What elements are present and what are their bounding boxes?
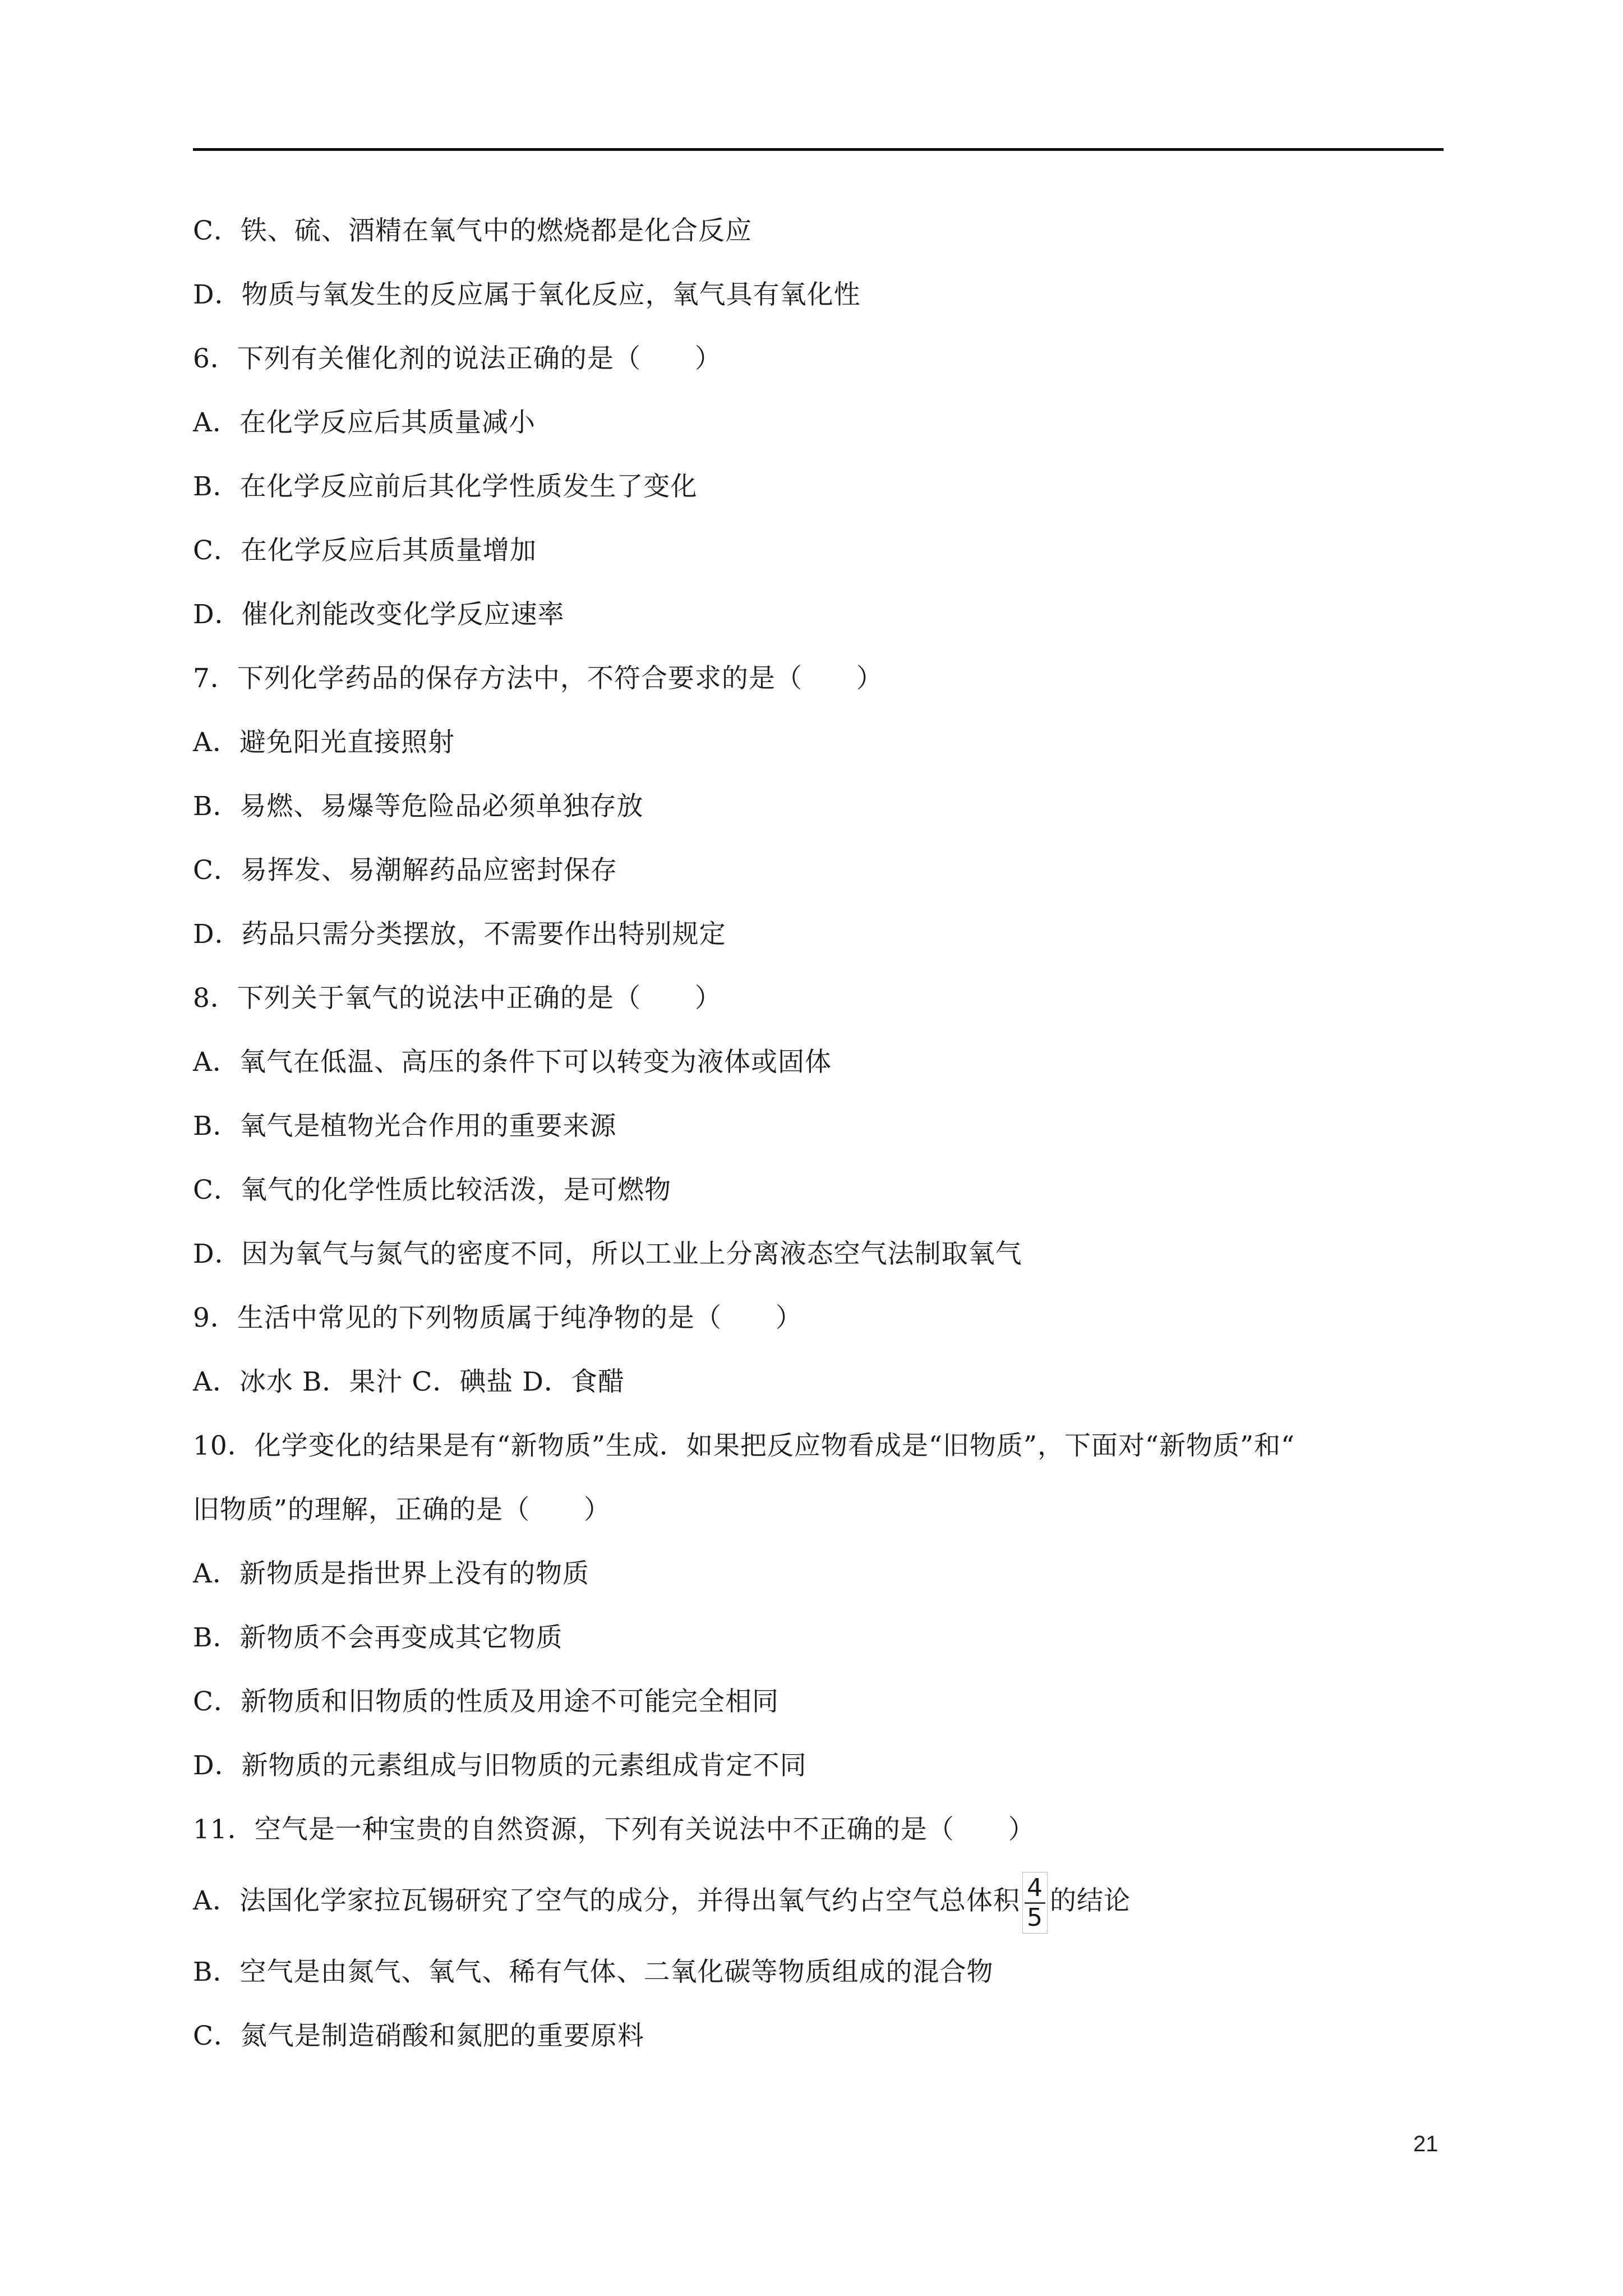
question-11: 11．空气是一种宝贵的自然资源，下列有关说法中不正确的是（ ） (193, 1814, 1035, 1845)
question-9: 9．生活中常见的下列物质属于纯净物的是（ ） (193, 1303, 803, 1333)
option-line: A．新物质是指世界上没有的物质 (193, 1558, 589, 1589)
option-line: C．易挥发、易潮解药品应密封保存 (193, 855, 617, 886)
option-line: C．在化学反应后其质量增加 (193, 535, 537, 566)
question-7: 7．下列化学药品的保存方法中，不符合要求的是（ ） (193, 663, 883, 694)
option-line: B．氧气是植物光合作用的重要来源 (193, 1111, 617, 1142)
question-10: 10．化学变化的结果是有“新物质”生成．如果把反应物看成是“旧物质”，下面对“新物质”和“ (193, 1430, 1295, 1461)
option-line: A．在化学反应后其质量减小 (193, 407, 536, 438)
option-line: A．避免阳光直接照射 (193, 727, 455, 758)
option-text: 的结论 (1049, 1885, 1131, 1916)
option-line: B．新物质不会再变成其它物质 (193, 1622, 563, 1653)
option-line-with-fraction (193, 1862, 1444, 1940)
option-line: C．氧气的化学性质比较活泼，是可燃物 (193, 1175, 671, 1205)
option-line: A．冰水 B．果汁 C．碘盐 D．食醋 (193, 1366, 625, 1397)
option-line: A．氧气在低温、高压的条件下可以转变为液体或固体 (193, 1047, 832, 1078)
fraction-denominator: 5 (1026, 1903, 1043, 1932)
question-8: 8．下列关于氧气的说法中正确的是（ ） (193, 983, 722, 1014)
option-text: A．法国化学家拉瓦锡研究了空气的成分，并得出氧气约占空气总体积 (193, 1885, 1020, 1916)
option-line: B．空气是由氮气、氧气、稀有气体、二氧化碳等物质组成的混合物 (193, 1957, 994, 1987)
text-line: D．物质与氧发生的反应属于氧化反应，氧气具有氧化性 (193, 279, 861, 310)
option-line: B．易燃、易爆等危险品必须单独存放 (193, 791, 644, 822)
page-number: 21 (1413, 2132, 1438, 2156)
question-10-cont: 旧物质”的理解，正确的是（ ） (193, 1494, 611, 1525)
option-line: C．氮气是制造硝酸和氮肥的重要原料 (193, 2021, 644, 2051)
fraction (1022, 1872, 1048, 1934)
text-line: C．铁、硫、酒精在氧气中的燃烧都是化合反应 (193, 215, 752, 246)
document-body (193, 199, 1444, 2068)
option-line: D．药品只需分类摆放，不需要作出特别规定 (193, 919, 726, 950)
option-line: C．新物质和旧物质的性质及用途不可能完全相同 (193, 1686, 779, 1717)
option-line: D．新物质的元素组成与旧物质的元素组成肯定不同 (193, 1750, 807, 1781)
option-line: B．在化学反应前后其化学性质发生了变化 (193, 471, 698, 502)
option-line: D．因为氧气与氮气的密度不同，所以工业上分离液态空气法制取氧气 (193, 1239, 1022, 1269)
header-rule (193, 148, 1444, 151)
fraction-numerator: 4 (1025, 1874, 1045, 1904)
option-line: D．催化剂能改变化学反应速率 (193, 599, 565, 630)
question-6: 6．下列有关催化剂的说法正确的是（ ） (193, 343, 722, 374)
